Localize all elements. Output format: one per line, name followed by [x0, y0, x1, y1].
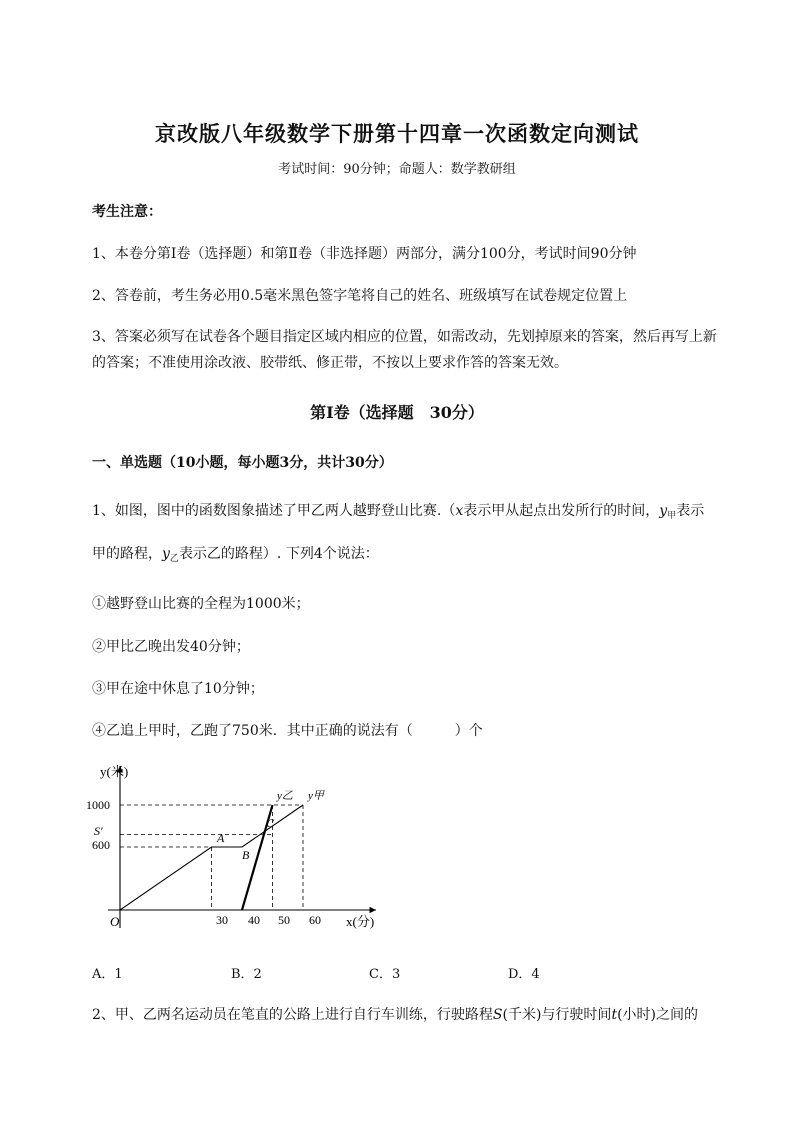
x-tick-60: 60	[309, 913, 321, 927]
q1-text-a: 1、如图，图中的函数图象描述了甲乙两人越野登山比赛.（	[92, 503, 456, 519]
option-d[interactable]: D．4	[508, 967, 540, 982]
q1-var-y-jia: y	[659, 503, 668, 519]
x-tick-30: 30	[216, 913, 228, 927]
function-graph	[80, 760, 400, 935]
option-a[interactable]: A．1	[92, 967, 123, 982]
q2-text-b: (千米)与行驶时间	[502, 1007, 612, 1023]
q1-sub-yi: 乙	[169, 554, 179, 564]
origin-label: O	[110, 914, 120, 929]
notice-heading: 考生注意：	[92, 204, 162, 220]
q1-var-x: x	[455, 503, 464, 519]
part-heading: 一、单选题（10小题，每小题3分，共计30分）	[92, 455, 393, 471]
notice-item-1: 1、本卷分第I卷（选择题）和第Ⅱ卷（非选择题）两部分，满分100分，考试时间90分钟	[92, 246, 637, 262]
q1-text-c: 表示	[676, 503, 705, 519]
q2-var-t: t	[611, 1007, 618, 1023]
q1-var-y-yi: y	[162, 546, 170, 562]
notice-item-3: 3、答案必须写在试卷各个题目指定区域内相应的位置，如需改动，先划掉原来的答案，然后再写上新	[92, 329, 717, 345]
q1-line-2	[92, 543, 379, 564]
q1-text-e: 表示乙的路程）. 下列4个说法：	[178, 546, 379, 562]
q2-line-1	[92, 1004, 698, 1024]
q1-statement-4: ④乙追上甲时，乙跑了750米．其中正确的说法有（ ）个	[92, 723, 483, 739]
y-tick-s-prime: S′	[94, 824, 103, 838]
q1-text-b: 表示甲从起点出发所行的时间，	[463, 503, 660, 519]
guide-lines	[120, 805, 303, 910]
section-title: 第I卷（选择题 30分）	[310, 403, 484, 422]
q1-text-d: 甲的路程，	[92, 546, 162, 562]
q1-statement-1: ①越野登山比赛的全程为1000米；	[92, 596, 310, 612]
q2-var-s: S	[492, 1007, 503, 1023]
line-label-jia: y甲	[308, 790, 324, 802]
line-label-yi: y乙	[277, 790, 293, 802]
option-b[interactable]: B．2	[231, 967, 262, 982]
y-tick-1000: 1000	[86, 798, 110, 812]
y-tick-600: 600	[92, 838, 110, 852]
option-c[interactable]: C．3	[369, 967, 401, 982]
point-c-label: C	[266, 816, 275, 830]
notice-item-3-cont: 的答案；不准使用涂改液、胶带纸、修正带，不按以上要求作答的答案无效。	[92, 355, 568, 371]
q1-statement-2: ②甲比乙晚出发40分钟；	[92, 639, 250, 655]
q1-line-1	[92, 500, 704, 521]
x-tick-40: 40	[248, 913, 260, 927]
q2-text-a: 2、甲、乙两名运动员在笔直的公路上进行自行车训练，行驶路程	[92, 1007, 493, 1023]
point-b-label: B	[242, 848, 250, 862]
q1-sub-jia: 甲	[667, 511, 677, 521]
page-subtitle: 考试时间：90分钟；命题人：数学教研组	[278, 162, 516, 177]
y-axis-label: y(米)	[100, 764, 129, 779]
q2-text-c: (小时)之间的	[617, 1007, 699, 1023]
page-title: 京改版八年级数学下册第十四章一次函数定向测试	[155, 121, 639, 146]
notice-item-2: 2、答卷前，考生务必用0.5毫米黑色签字笔将自己的姓名、班级填写在试卷规定位置上	[92, 288, 628, 304]
point-a-label: A	[217, 831, 225, 845]
q1-statement-3: ③甲在途中休息了10分钟；	[92, 681, 264, 697]
x-axis-label: x(分)	[346, 914, 375, 929]
x-tick-50: 50	[278, 913, 290, 927]
